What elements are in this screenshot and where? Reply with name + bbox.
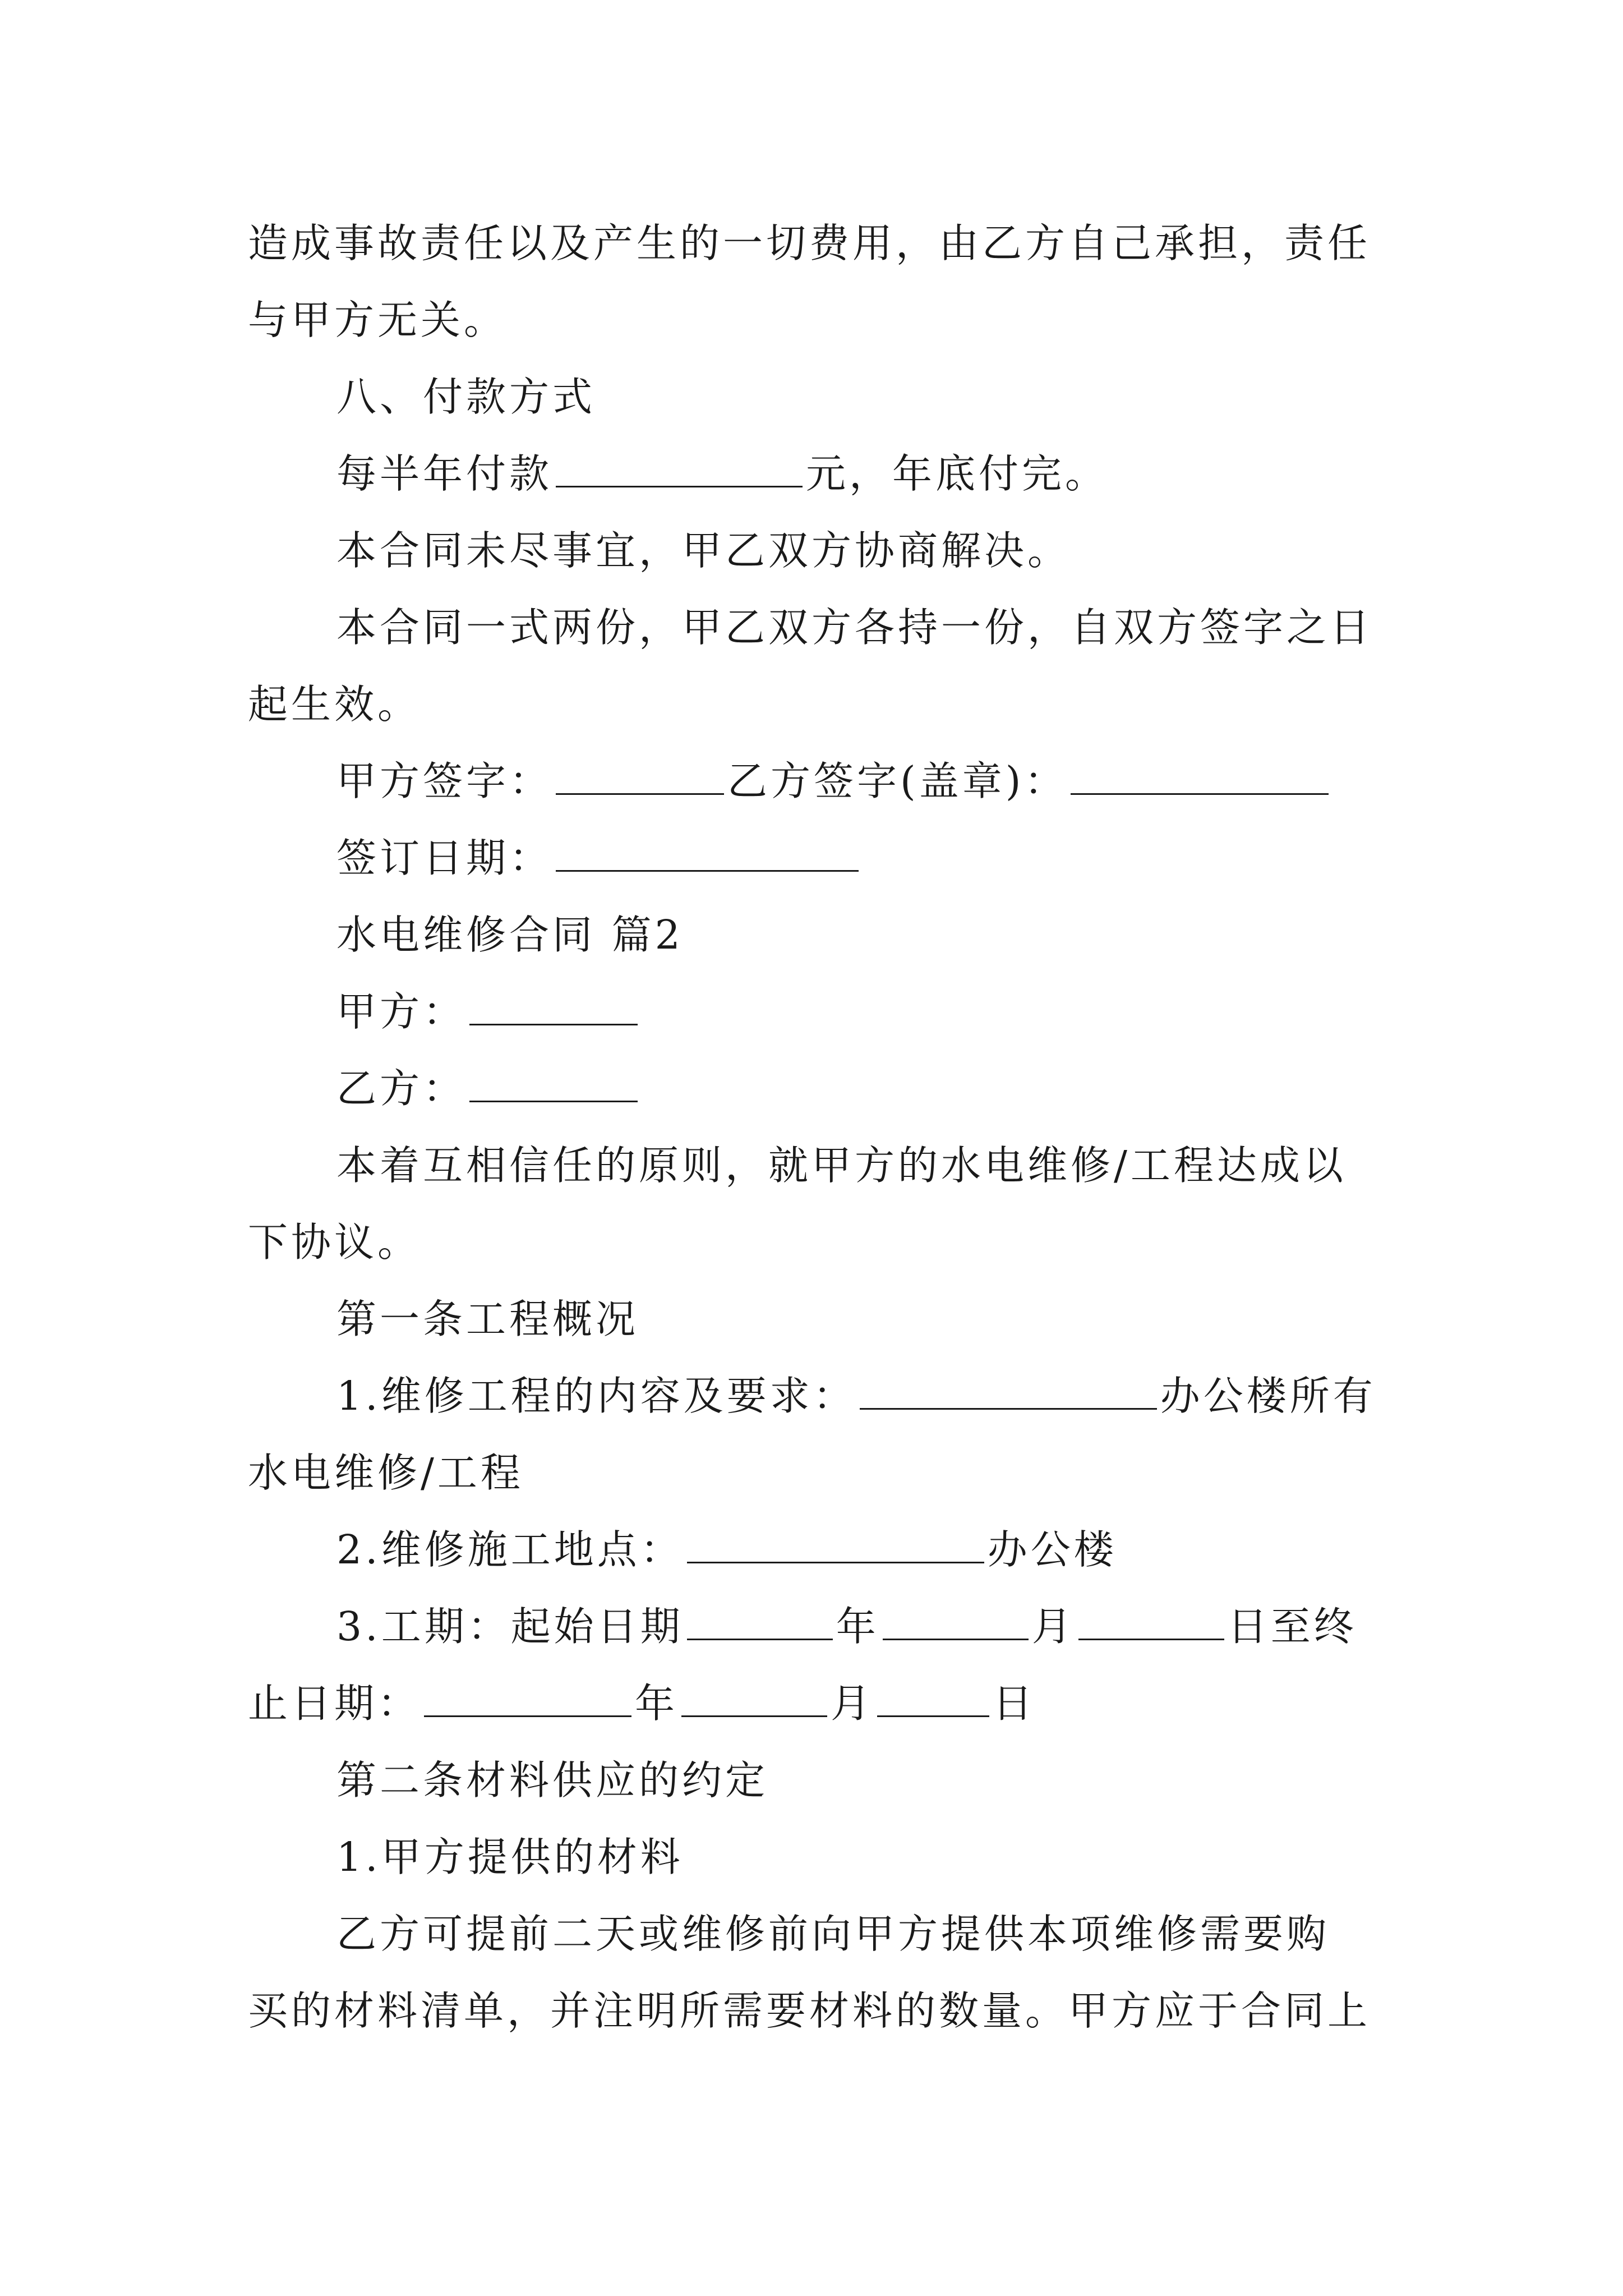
party-b-label: 乙方： — [336, 1065, 467, 1112]
text-line — [248, 512, 1386, 589]
paragraph-text: 下协议。 — [248, 1219, 421, 1266]
heading-text: 第二条材料供应的约定 — [336, 1757, 769, 1803]
day-label: 日 — [993, 1680, 1036, 1727]
payment-line — [248, 435, 1386, 512]
day-label: 日至终 — [1227, 1603, 1357, 1650]
text-line — [248, 1819, 1386, 1895]
signature-line — [248, 743, 1386, 820]
party-a-blank — [469, 989, 638, 1025]
paragraph-text: 造成事故责任以及产生的一切费用，由乙方自己承担，责任 — [248, 220, 1371, 266]
start-year-blank — [687, 1604, 833, 1640]
paragraph-text: 本合同一式两份，甲乙双方各持一份，自双方签字之日 — [336, 604, 1373, 651]
work-location-suffix: 办公楼 — [987, 1526, 1117, 1573]
work-content-blank — [860, 1373, 1157, 1410]
text-line — [248, 282, 1386, 358]
paragraph-text: 买的材料清单，并注明所需要材料的数量。甲方应于合同上 — [248, 1987, 1371, 2034]
text-line — [248, 666, 1386, 743]
paragraph-text: 乙方可提前二天或维修前向甲方提供本项维修需要购 — [336, 1911, 1330, 1957]
payment-label: 每半年付款 — [336, 450, 553, 497]
start-date-label: 3.工期：起始日期 — [336, 1603, 684, 1650]
end-day-blank — [877, 1681, 989, 1717]
start-month-blank — [883, 1604, 1029, 1640]
year-label: 年 — [836, 1603, 879, 1650]
heading-text: 八、付款方式 — [336, 374, 596, 420]
start-date-line — [248, 1588, 1386, 1665]
work-content-label: 1.维修工程的内容及要求： — [336, 1373, 856, 1419]
party-a-signature-label: 甲方签字： — [336, 758, 553, 804]
text-line — [248, 1972, 1386, 2049]
paragraph-text: 与甲方无关。 — [248, 297, 508, 343]
work-location-label: 2.维修施工地点： — [336, 1526, 684, 1573]
heading-text: 第一条工程概况 — [336, 1296, 639, 1342]
work-location-line — [248, 1511, 1386, 1588]
sign-date-label: 签订日期： — [336, 835, 553, 881]
text-line — [248, 205, 1386, 282]
text-line — [248, 1204, 1386, 1281]
end-month-blank — [681, 1681, 827, 1717]
year-label: 年 — [635, 1680, 679, 1727]
paragraph-text: 本着互相信任的原则，就甲方的水电维修/工程达成以 — [336, 1142, 1347, 1189]
party-b-line — [248, 1050, 1386, 1127]
party-b-blank — [469, 1066, 638, 1102]
end-date-line — [248, 1665, 1386, 1742]
party-b-signature-label: 乙方签字(盖章)： — [727, 758, 1068, 804]
payment-suffix: 元，年底付完。 — [806, 450, 1109, 497]
party-a-label: 甲方： — [336, 988, 467, 1035]
end-year-blank — [424, 1681, 631, 1717]
month-label: 月 — [831, 1680, 874, 1727]
paragraph-text: 起生效。 — [248, 681, 421, 728]
text-line — [248, 1127, 1386, 1204]
work-location-blank — [687, 1527, 984, 1563]
sign-date-blank — [556, 835, 859, 872]
text-line — [248, 1434, 1386, 1511]
section-heading — [248, 358, 1386, 435]
text-line — [248, 589, 1386, 666]
end-date-label: 止日期： — [248, 1680, 421, 1727]
party-a-signature-blank — [556, 758, 724, 795]
article-heading — [248, 1742, 1386, 1819]
party-a-line — [248, 973, 1386, 1050]
work-content-line — [248, 1358, 1386, 1434]
document-subtitle — [248, 896, 1386, 973]
contract-page — [248, 205, 1386, 2049]
paragraph-text: 水电维修/工程 — [248, 1450, 524, 1496]
start-day-blank — [1078, 1604, 1224, 1640]
sign-date-line — [248, 820, 1386, 896]
paragraph-text: 本合同未尽事宜，甲乙双方协商解决。 — [336, 527, 1071, 574]
paragraph-text: 1.甲方提供的材料 — [336, 1834, 684, 1880]
payment-amount-blank — [556, 451, 803, 487]
subtitle-text: 水电维修合同 篇2 — [336, 912, 684, 958]
party-b-signature-blank — [1071, 758, 1329, 795]
month-label: 月 — [1031, 1603, 1075, 1650]
work-content-suffix: 办公楼所有 — [1160, 1373, 1376, 1419]
text-line — [248, 1895, 1386, 1972]
article-heading — [248, 1281, 1386, 1358]
